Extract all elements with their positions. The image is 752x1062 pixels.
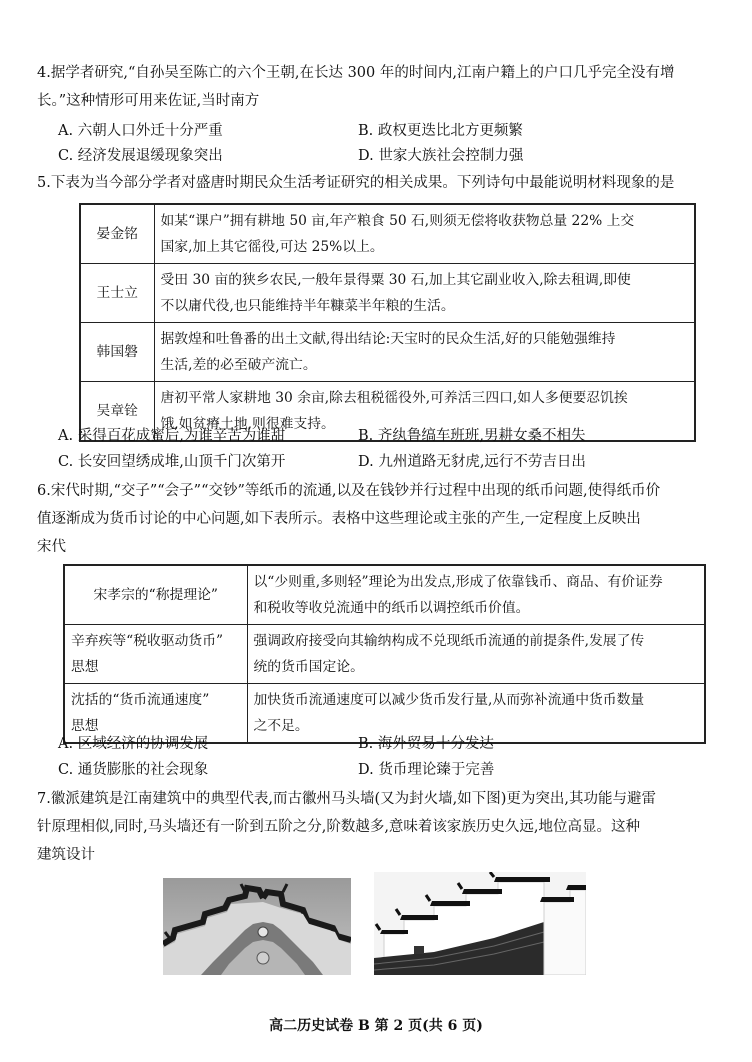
q4-option-a[interactable]: A. 六朝人口外迁十分严重 <box>58 123 223 139</box>
q5-option-a[interactable]: A. 采得百花成蜜后,为谁辛苦为谁甜 <box>58 428 286 444</box>
q4-option-b[interactable]: B. 政权更迭比北方更频繁 <box>358 123 523 139</box>
q6-option-c[interactable]: C. 通货膨胀的社会现象 <box>58 762 209 778</box>
q5-option-c[interactable]: C. 长安回望绣成堆,山顶千门次第开 <box>58 454 286 470</box>
scholar-finding: 据敦煌和吐鲁番的出土文献,得出结论:天宝时的民众生活,好的只能勉强维持 生活,差的必至破产流亡。 <box>154 323 695 382</box>
table-row <box>64 565 705 625</box>
q5-material-table <box>79 203 696 442</box>
horse-head-wall-photo-1 <box>163 878 351 975</box>
q6-option-d[interactable]: D. 货币理论臻于完善 <box>358 762 495 778</box>
theory-content: 强调政府接受向其输纳构成不兑现纸币流通的前提条件,发展了传 统的货币国定论。 <box>247 625 705 684</box>
horse-head-wall-photo-2 <box>374 872 586 975</box>
horse-head-wall-image-1 <box>163 878 351 975</box>
scholar-name: 晏金铭 <box>80 204 154 264</box>
q6-stem-line3: 宋代 <box>37 539 66 555</box>
theory-name: 宋孝宗的“称提理论” <box>64 565 247 625</box>
q5-stem-line1: 5.下表为当今部分学者对盛唐时期民众生活考证研究的相关成果。下列诗句中最能说明材料现象的是 <box>37 175 675 191</box>
q7-stem-line3: 建筑设计 <box>37 847 95 863</box>
table-row <box>80 323 695 382</box>
q4-option-c[interactable]: C. 经济发展退缓现象突出 <box>58 148 223 164</box>
table-row <box>64 625 705 684</box>
theory-name: 辛弃疾等“税收驱动货币” 思想 <box>64 625 247 684</box>
q6-stem-line2: 值逐渐成为货币讨论的中心问题,如下表所示。表格中这些理论或主张的产生,一定程度上反映出 <box>37 511 641 527</box>
page-footer: 高二历史试卷 B 第 2 页(共 6 页) <box>269 1018 483 1034</box>
scholar-finding: 受田 30 亩的狭乡农民,一般年景得粟 30 石,加上其它副业收入,除去租调,即使 不以庸代役,也只能维持半年糠菜半年粮的生活。 <box>154 264 695 323</box>
q7-stem-line2: 针原理相似,同时,马头墙还有一阶到五阶之分,阶数越多,意味着该家族历史久远,地位高显。这种 <box>37 819 641 835</box>
scholar-finding: 唐初平常人家耕地 30 余亩,除去租税徭役外,可养活三四口,如人多便要忍饥挨 饿,如贫瘠土地,则很难支持。 <box>154 382 695 442</box>
theory-name: 沈括的“货币流通速度” 思想 <box>64 684 247 744</box>
q6-option-b[interactable]: B. 海外贸易十分发达 <box>358 736 494 752</box>
q5-option-b[interactable]: B. 齐纨鲁缟车班班,男耕女桑不相失 <box>358 428 586 444</box>
scholar-finding: 如某“课户”拥有耕地 50 亩,年产粮食 50 石,则须无偿将收获物总量 22% 上交 国家,加上其它徭役,可达 25%以上。 <box>154 204 695 264</box>
table-row <box>80 264 695 323</box>
q7-stem-line1: 7.徽派建筑是江南建筑中的典型代表,而古徽州马头墙(又为封火墙,如下图)更为突出,其功能与避雷 <box>37 791 656 807</box>
theory-content: 以“少则重,多则轻”理论为出发点,形成了依靠钱币、商品、有价证券 和税收等收兑流通中的纸币以调控纸币价值。 <box>247 565 705 625</box>
scholar-name: 王士立 <box>80 264 154 323</box>
q4-stem-line2: 长。”这种情形可用来佐证,当时南方 <box>37 93 260 109</box>
theory-content: 加快货币流通速度可以减少货币发行量,从而弥补流通中货币数量 之不足。 <box>247 684 705 744</box>
q6-option-a[interactable]: A. 区域经济的协调发展 <box>58 736 209 752</box>
q6-theory-table <box>63 564 706 744</box>
q6-stem-line1: 6.宋代时期,“交子”“会子”“交钞”等纸币的流通,以及在钱钞并行过程中出现的纸币问题,使得纸币价 <box>37 483 661 499</box>
horse-head-wall-image-2 <box>374 872 586 975</box>
scholar-name: 吴章铨 <box>80 382 154 442</box>
table-row <box>80 204 695 264</box>
q4-option-d[interactable]: D. 世家大族社会控制力强 <box>358 148 524 164</box>
q4-stem-line1: 4.据学者研究,“自孙吴至陈亡的六个王朝,在长达 300 年的时间内,江南户籍上的户口几乎完全没有增 <box>37 65 675 81</box>
q5-option-d[interactable]: D. 九州道路无豺虎,远行不劳吉日出 <box>358 454 586 470</box>
scholar-name: 韩国磐 <box>80 323 154 382</box>
